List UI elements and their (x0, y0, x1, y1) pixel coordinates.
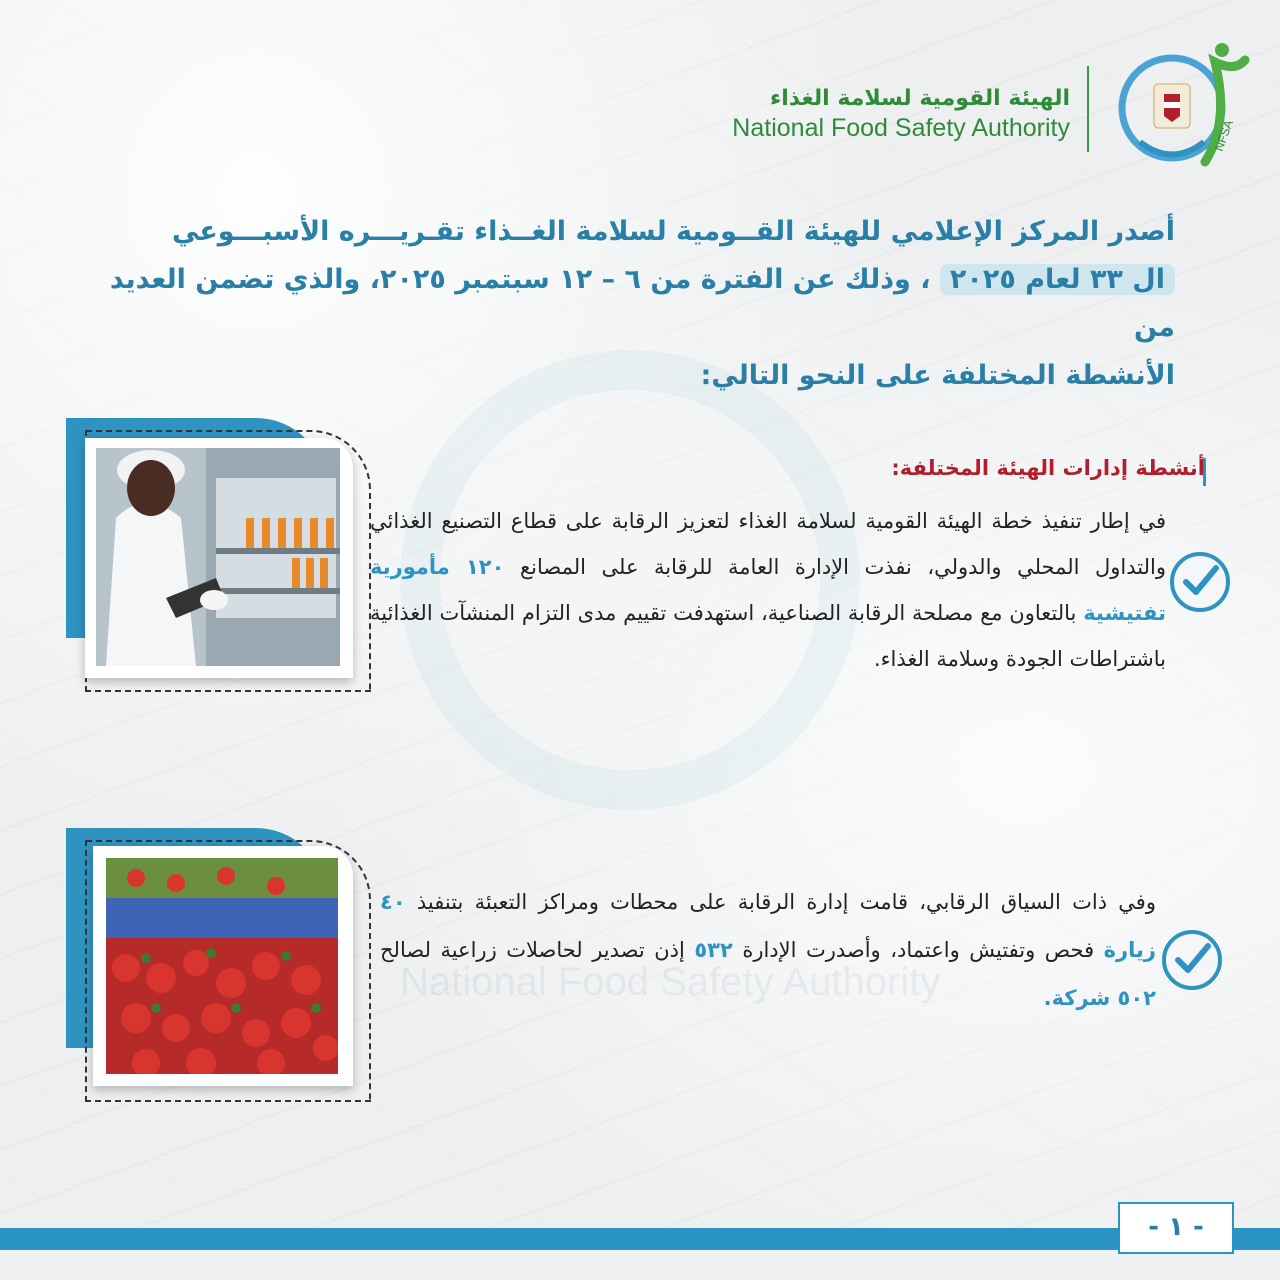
check-circle-icon (1162, 930, 1222, 990)
page-number: - ١ - (1148, 1212, 1204, 1242)
section2-text-c: فحص وتفتيش واعتماد، وأصدرت الإدارة (742, 938, 1095, 962)
check-circle-icon (1170, 552, 1230, 612)
section2-highlight-companies: ٥٠٢ شركة. (1043, 986, 1156, 1010)
section1-text-c: بالتعاون مع مصلحة الرقابة الصناعية، استهدفت تقييم مدى التزام المنشآت الغذائية باشتراطات الجودة وسلامة الغذاء. (370, 601, 1166, 671)
section1-text-a: في إطار تنفيذ خطة الهيئة القومية لسلامة الغذاء لتعزيز الرقابة على قطاع التصنيع الغذائي والتداول المحلي والدولي، نفذت الإدارة العامة للرقابة على المصانع (370, 509, 1166, 579)
intro-highlight: ال ٣٣ لعام ٢٠٢٥ (940, 264, 1175, 295)
intro-paragraph (95, 208, 1175, 400)
section2-text-e: إذن تصدير لحاصلات زراعية لصالح (380, 938, 685, 962)
watermark-text: National Food Safety Authority (400, 960, 941, 1004)
section2-highlight-permits: ٥٣٢ (694, 938, 733, 962)
section2-highlight-visits: ٤٠ زيارة (380, 890, 1156, 962)
strawberries-photo (106, 858, 338, 1074)
header-divider (1087, 66, 1089, 152)
logo-text: NFSA (1211, 118, 1236, 154)
intro-line2: ، وذلك عن الفترة من ٦ – ١٢ سبتمبر ٢٠٢٥، والذي تضمن العديد من (109, 264, 1175, 343)
factory-worker-photo (96, 448, 340, 666)
org-name-english: National Food Safety Authority (732, 114, 1070, 142)
section2-text-a: وفي ذات السياق الرقابي، قامت إدارة الرقابة على محطات ومراكز التعبئة بتنفيذ (416, 890, 1156, 914)
nfsa-logo (1110, 42, 1250, 172)
page-number-box (1118, 1202, 1234, 1254)
section1-highlight: ١٢٠ مأمورية تفتيشية (370, 555, 1167, 625)
section1-paragraph (370, 498, 1166, 682)
footer-strip (0, 1250, 1280, 1280)
section1-title: أنشطة إدارات الهيئة المختلفة: (891, 456, 1205, 480)
footer-bar (0, 1228, 1280, 1250)
org-name (732, 86, 1070, 144)
intro-line1: أصدر المركز الإعلامي للهيئة القــومية لسلامة الغــذاء تقـريـــره الأسبـــوعي (172, 216, 1175, 247)
org-name-arabic: الهيئة القومية لسلامة الغذاء (769, 86, 1070, 111)
intro-line3: الأنشطة المختلفة على النحو التالي: (700, 360, 1175, 391)
section2-paragraph (380, 878, 1156, 1022)
